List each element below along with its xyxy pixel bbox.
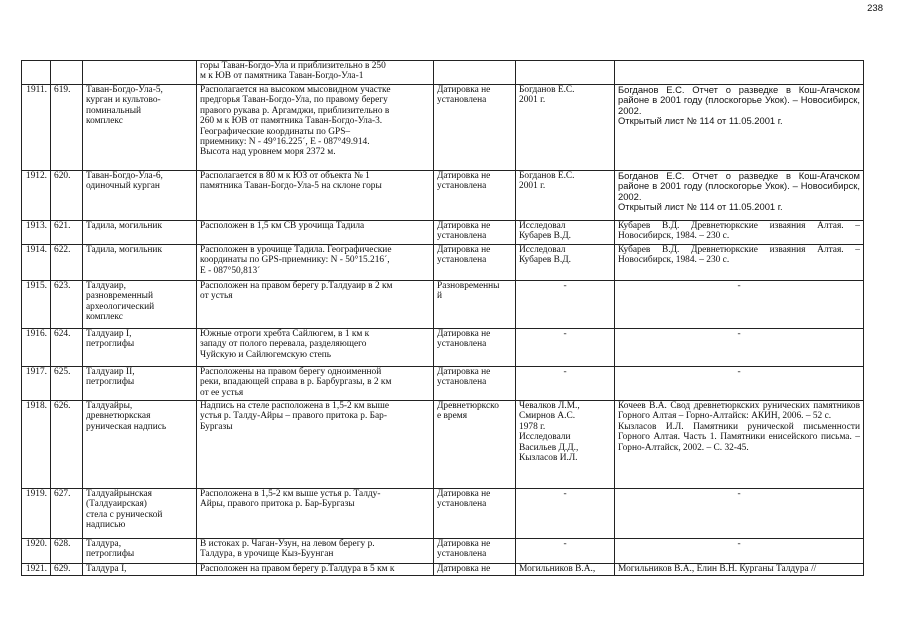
table-row [22,329,864,367]
monument-name-line: (Талдуаирская) [86,499,147,510]
dating-line: Датировка не [437,367,491,377]
researcher-line: - [563,367,567,377]
monument-name-line: Талдуайрынская [86,489,152,499]
location-description-line: 260 м к ЮВ от памятника Таван-Богдо-Ула-3. [200,116,383,127]
source-reference-line: Кочеев В.А. Свод древнетюркских рунических памятников Горного Алтая – Горно-Алтайск: АКИН, 2006. – 52 с. [618,401,860,422]
location-description-line: реки, впадающей справа в р. Барбургазы, в 2 км [200,377,392,388]
source-reference-line: - [737,367,741,377]
location-description-line: Бургазы [200,421,233,432]
researcher-line: - [563,539,567,549]
source-reference [615,85,864,171]
monument-name-line: археологический [86,301,155,312]
researcher-line: Васильев Д.Д., [519,442,579,453]
dating [434,221,516,245]
dating [434,61,516,85]
location-description-line: Талдура, в урочище Кыз-Буунган [200,549,334,560]
researcher-line: Богданов Е.С. [519,85,575,95]
source-reference [615,329,864,367]
dating-line: установлена [437,255,487,266]
source-reference-line: Открытый лист № 114 от 11.05.2001 г. [618,201,783,213]
record-number: 626. [51,401,83,489]
monument-name-line: курган и культово- [86,95,161,106]
location-description-line: Чуйскую и Сайлюгемскую степь [200,349,332,360]
location-description-line: Расположены на правом берегу одноименной [200,367,382,377]
dating-line: й [437,291,443,302]
row-number: 1914. [22,245,51,281]
dating-line: е время [437,411,468,422]
monument-name-line: Тадила, могильник [86,245,162,255]
location-description-line: Высота над уровнем моря 2372 м. [200,147,336,158]
researcher [516,329,615,367]
location-description-line: западу от полого перевала, разделяющего [200,339,367,350]
monument-name-line: петроглифы [86,377,135,388]
researcher [516,85,615,171]
monument-name-line: Талдуайры, [86,401,133,411]
table-row [22,171,864,221]
record-number: 625. [51,367,83,401]
researcher [516,489,615,539]
record-number [51,61,83,85]
table-row [22,489,864,539]
dating-line: Датировка не [437,171,491,181]
source-reference-line: Богданов Е.С. Отчет о разведке в Кош-Агачском районе в 2001 году (плоскогорье Укок). – Новосибирск, 2002. [618,84,860,116]
location-description-line: устья р. Талду-Айры – правого притока р. Бар- [200,411,387,422]
source-reference-line: Кубарев В.Д. Древнетюркские изваяния Алтая. – Новосибирск, 1984. – 230 с. [618,245,860,266]
source-reference-line: - [737,281,741,291]
location-description [197,245,434,281]
location-description-line: м к ЮВ от памятника Таван-Богдо-Ула-1 [200,71,364,82]
table-row [22,367,864,401]
location-description [197,61,434,85]
dating-line: установлена [437,549,487,560]
location-description [197,489,434,539]
location-description-line: от ее устья [200,387,244,398]
source-reference-line: - [737,539,741,549]
row-number: 1918. [22,401,51,489]
table-row [22,539,864,564]
dating-line: установлена [437,231,487,242]
monument-name-line: поминальный [86,105,142,116]
monument-name-line: Тадила, могильник [86,221,162,231]
row-number: 1912. [22,171,51,221]
dating [434,367,516,401]
researcher [516,401,615,489]
dating [434,329,516,367]
dating [434,245,516,281]
researcher-line: Кубарев В.Д. [519,255,571,266]
location-description-line: приемнику: N - 49°16.225´, E - 087°49.914. [200,137,370,148]
dating [434,85,516,171]
location-description [197,401,434,489]
location-description-line: E - 087°50,813´ [200,265,261,276]
location-description [197,564,434,576]
dating-line: Датировка не [437,245,491,255]
dating-line: Древнетюркско [437,401,499,411]
researcher [516,281,615,329]
monument-name-line: разновременный [86,291,153,302]
monument-name-line: комплекс [86,116,123,127]
monument-name-line: Талдуаир, [86,281,126,291]
location-description-line: памятника Таван-Богдо-Ула-5 на склоне горы [200,181,382,192]
monument-name-line: Таван-Богдо-Ула-5, [86,85,163,95]
monument-name [83,564,197,576]
dating [434,489,516,539]
monument-name-line: комплекс [86,312,123,323]
dating-line: установлена [437,377,487,388]
record-number: 621. [51,221,83,245]
source-reference-line: Кубарев В.Д. Древнетюркские изваяния Алтая. – Новосибирск, 1984. – 230 с. [618,221,860,242]
location-description [197,171,434,221]
source-reference [615,489,864,539]
table-row [22,61,864,85]
dating [434,171,516,221]
monument-name [83,281,197,329]
source-reference [615,401,864,489]
monument-name-line: древнетюркская [86,411,151,422]
dating [434,401,516,489]
monument-name [83,367,197,401]
location-description-line: Айры, правого притока р. Бар-Бургазы [200,499,355,510]
dating-line: Датировка не [437,539,491,549]
location-description [197,85,434,171]
source-reference-line: - [737,489,741,499]
row-number: 1911. [22,85,51,171]
monument-name-line: Таван-Богдо-Ула-6, [86,171,163,181]
location-description-line: предгорья Таван-Богдо-Ула, по правому берегу [200,95,388,106]
location-description-line: координаты по GPS-приемнику: N - 50°15.216´, [200,255,390,266]
table-row [22,281,864,329]
dating-line: Датировка не [437,564,491,574]
location-description-line: от устья [200,291,233,302]
monument-name-line: надписью [86,520,126,531]
monument-name [83,171,197,221]
row-number: 1913. [22,221,51,245]
location-description-line: Расположен в урочище Тадила. Географические [200,245,392,255]
researcher [516,564,615,576]
table-row [22,85,864,171]
register-table [21,60,864,576]
record-number: 627. [51,489,83,539]
location-description-line: Расположен на правом берегу р.Талдуаир в 2 км [200,281,393,291]
row-number: 1917. [22,367,51,401]
location-description-line: горы Таван-Богдо-Ула и приблизительно в 250 [200,61,386,71]
location-description [197,281,434,329]
monument-name-line: петроглифы [86,549,135,560]
dating [434,564,516,576]
researcher [516,61,615,85]
researcher-line: - [563,329,567,339]
monument-name [83,61,197,85]
table-row [22,401,864,489]
researcher-line: Богданов Е.С. [519,171,575,181]
location-description-line: Располагается на высоком мысовидном участке [200,85,391,95]
researcher-line: 1978 г. [519,421,546,432]
location-description-line: Южные отроги хребта Сайлюгем, в 1 км к [200,329,370,339]
location-description [197,221,434,245]
location-description-line: Надпись на стеле расположена в 1,5-2 км выше [200,401,389,411]
source-reference-line: Могильников В.А., Елин В.Н. Курганы Талдура // [618,564,817,574]
monument-name-line: Талдуаир II, [86,367,135,377]
location-description-line: правого рукава р. Аргамджи, приблизительно в [200,105,390,116]
researcher-line: 2001 г. [519,95,546,106]
monument-name [83,245,197,281]
researcher-line: - [563,489,567,499]
source-reference-line: Богданов Е.С. Отчет о разведке в Кош-Агачском районе в 2001 году (плоскогорье Укок). – Новосибирск, 2002. [618,170,860,202]
location-description [197,539,434,564]
dating-line: установлена [437,95,487,106]
location-description-line: Расположен в 1,5 км СВ урочища Тадила [200,221,365,231]
researcher-line: Смирнов А.С. [519,411,576,422]
source-reference [615,171,864,221]
location-description-line: Расположен на правом берегу р.Талдура в 5 км к [200,564,395,574]
record-number: 619. [51,85,83,171]
source-reference [615,61,864,85]
dating-line: установлена [437,181,487,192]
row-number: 1916. [22,329,51,367]
researcher [516,171,615,221]
dating [434,539,516,564]
register-table-body [22,61,864,576]
dating-line: Датировка не [437,85,491,95]
researcher-line: Кубарев В.Д. [519,231,571,242]
monument-name-line: Талдура I, [86,564,127,574]
source-reference-line: Кызласов И.Л. Памятники рунической письменности Горного Алтая. Часть 1. Памятники енисейского письма. – Горно-Алтайск, 2002. – С. 32-45. [618,421,860,453]
source-reference-line: Открытый лист № 114 от 11.05.2001 г. [618,115,783,127]
location-description-line: Географические координаты по GPS– [200,126,351,137]
row-number: 1915. [22,281,51,329]
monument-name-line: петроглифы [86,339,135,350]
record-number: 628. [51,539,83,564]
location-description-line: Располагается в 80 м к ЮЗ от объекта № 1 [200,171,370,181]
monument-name-line: одиночный курган [86,181,160,192]
dating-line: Датировка не [437,221,491,231]
researcher [516,539,615,564]
source-reference [615,281,864,329]
monument-name [83,489,197,539]
researcher [516,221,615,245]
location-description [197,329,434,367]
page-number: 238 [867,3,883,14]
source-reference [615,221,864,245]
row-number: 1921. [22,564,51,576]
researcher-line: Исследовали [519,432,571,443]
dating-line: установлена [437,339,487,350]
location-description-line: Расположена в 1,5-2 км выше устья р. Талду- [200,489,381,499]
monument-name-line: руническая надпись [86,421,167,432]
monument-name-line: Талдура, [86,539,122,549]
record-number: 622. [51,245,83,281]
source-reference [615,564,864,576]
source-reference-line: - [737,329,741,339]
researcher [516,367,615,401]
table-row [22,245,864,281]
monument-name [83,401,197,489]
record-number: 620. [51,171,83,221]
dating-line: установлена [437,499,487,510]
researcher-line: Кызласов И.Л. [519,453,578,464]
dating [434,281,516,329]
dating-line: Датировка не [437,329,491,339]
source-reference [615,367,864,401]
location-description [197,367,434,401]
row-number: 1920. [22,539,51,564]
researcher-line: - [563,281,567,291]
researcher-line: Чевалков Л.М., [519,401,580,411]
monument-name-line: стела с рунической [86,509,163,520]
researcher-line: 2001 г. [519,181,546,192]
row-number: 1919. [22,489,51,539]
monument-name [83,221,197,245]
monument-name-line: Талдуаир I, [86,329,132,339]
researcher [516,245,615,281]
table-row [22,564,864,576]
source-reference [615,245,864,281]
dating-line: Разновременны [437,281,500,291]
monument-name [83,85,197,171]
table-row [22,221,864,245]
record-number: 623. [51,281,83,329]
researcher-line: Исследовал [519,221,566,231]
monument-name [83,539,197,564]
source-reference [615,539,864,564]
researcher-line: Могильников В.А., [519,564,596,574]
record-number: 629. [51,564,83,576]
researcher-line: Исследовал [519,245,566,255]
dating-line: Датировка не [437,489,491,499]
row-number [22,61,51,85]
monument-name [83,329,197,367]
record-number: 624. [51,329,83,367]
location-description-line: В истоках р. Чаган-Узун, на левом берегу р. [200,539,375,549]
